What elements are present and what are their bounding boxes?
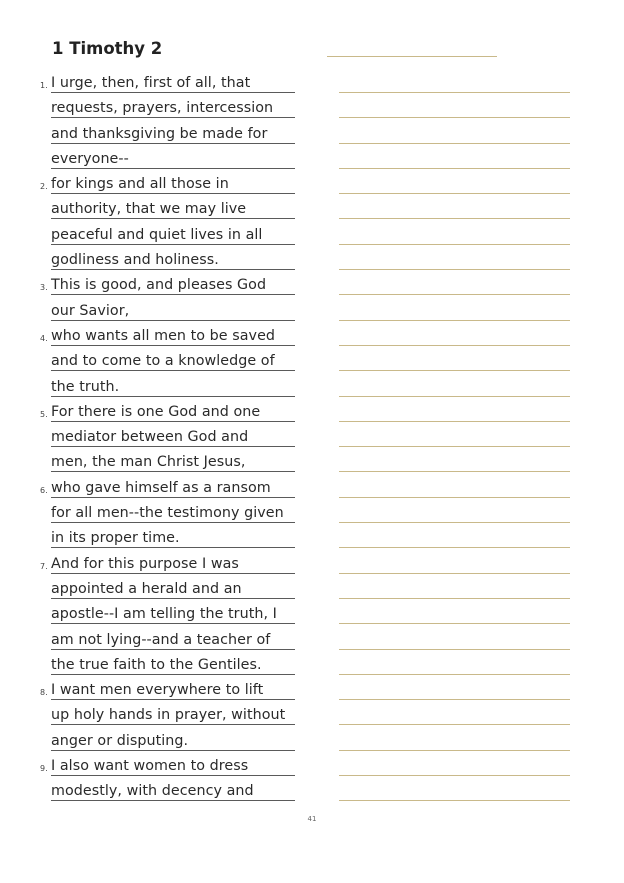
text-underline: [51, 421, 295, 422]
copy-writing-line: [339, 573, 570, 574]
text-underline: [51, 497, 295, 498]
text-underline: [51, 598, 295, 599]
verse-text: This is good, and pleases God: [51, 277, 267, 294]
text-underline: [51, 573, 295, 574]
copy-writing-line: [339, 294, 570, 295]
verse-text: I urge, then, first of all, that: [51, 75, 251, 91]
verse-line: [0, 173, 624, 198]
verse-text: men, the man Christ Jesus,: [51, 454, 246, 471]
copy-writing-line: [339, 471, 570, 472]
verse-line: [0, 72, 624, 97]
verse-line: [0, 198, 624, 223]
verse-line: [0, 224, 624, 249]
verse-line: [0, 401, 624, 426]
verse-line: [0, 679, 624, 704]
text-underline: [51, 699, 295, 700]
copy-writing-line: [339, 244, 570, 245]
copy-writing-line: [339, 800, 570, 801]
verse-number: 8.: [40, 688, 48, 698]
verse-line: [0, 148, 624, 173]
copy-writing-line: [339, 750, 570, 751]
verse-text: our Savior,: [51, 302, 130, 319]
copy-writing-line: [339, 117, 570, 118]
verse-text: who gave himself as a ransom: [51, 479, 271, 496]
verse-number: 1.: [40, 81, 48, 90]
title-writing-rule: [327, 56, 497, 57]
verse-line: [0, 704, 624, 729]
verse-line: [0, 274, 624, 299]
verse-text: godliness and holiness.: [51, 252, 219, 269]
verse-line: [0, 527, 624, 552]
verse-line: [0, 477, 624, 502]
verse-text: and thanksgiving be made for: [51, 125, 268, 142]
copy-writing-line: [339, 92, 570, 93]
text-underline: [51, 446, 295, 447]
text-underline: [51, 800, 295, 801]
verse-number: 4.: [40, 333, 48, 343]
text-underline: [51, 294, 295, 295]
verse-line: [0, 502, 624, 527]
verse-text: up holy hands in prayer, without: [51, 707, 286, 724]
verse-text: mediator between God and: [51, 429, 249, 446]
verse-lines: [0, 72, 624, 806]
verse-line: [0, 553, 624, 578]
text-underline: [51, 193, 295, 194]
text-underline: [51, 244, 295, 245]
verse-text: authority, that we may live: [51, 201, 247, 218]
verse-text: the truth.: [51, 378, 120, 395]
verse-text: everyone--: [51, 150, 129, 167]
verse-text: for kings and all those in: [51, 176, 229, 193]
verse-line: [0, 300, 624, 325]
verse-text: I want men everywhere to lift: [51, 682, 264, 699]
page-title: 1 Timothy 2: [52, 39, 163, 58]
copy-writing-line: [339, 674, 570, 675]
copy-writing-line: [339, 649, 570, 650]
copy-writing-line: [339, 193, 570, 194]
verse-text: the true faith to the Gentiles.: [51, 656, 262, 673]
verse-line: [0, 97, 624, 122]
verse-text: in its proper time.: [51, 530, 180, 547]
text-underline: [51, 218, 295, 219]
verse-text: And for this purpose I was: [51, 555, 239, 572]
verse-text: appointed a herald and an: [51, 580, 242, 597]
text-underline: [51, 92, 295, 93]
copy-writing-line: [339, 396, 570, 397]
verse-text: am not lying--and a teacher of: [51, 631, 271, 648]
verse-text: modestly, with decency and: [51, 783, 254, 800]
copy-writing-line: [339, 724, 570, 725]
copy-writing-line: [339, 345, 570, 346]
copy-writing-line: [339, 598, 570, 599]
verse-number: 6.: [40, 485, 48, 495]
text-underline: [51, 143, 295, 144]
text-underline: [51, 674, 295, 675]
verse-text: requests, prayers, intercession: [51, 100, 274, 117]
verse-line: [0, 350, 624, 375]
copy-writing-line: [339, 699, 570, 700]
text-underline: [51, 370, 295, 371]
copy-writing-line: [339, 547, 570, 548]
verse-line: [0, 426, 624, 451]
verse-line: [0, 376, 624, 401]
verse-text: I also want women to dress: [51, 758, 249, 775]
text-underline: [51, 320, 295, 321]
text-underline: [51, 547, 295, 548]
verse-line: [0, 325, 624, 350]
text-underline: [51, 649, 295, 650]
text-underline: [51, 522, 295, 523]
copy-writing-line: [339, 218, 570, 219]
verse-number: 3.: [40, 283, 48, 293]
copy-writing-line: [339, 522, 570, 523]
verse-line: [0, 123, 624, 148]
text-underline: [51, 168, 295, 169]
copy-writing-line: [339, 623, 570, 624]
copy-writing-line: [339, 446, 570, 447]
copy-writing-line: [339, 421, 570, 422]
copy-writing-line: [339, 168, 570, 169]
copy-writing-line: [339, 370, 570, 371]
verse-line: [0, 654, 624, 679]
verse-text: For there is one God and one: [51, 403, 261, 420]
verse-text: peaceful and quiet lives in all: [51, 226, 263, 243]
verse-text: for all men--the testimony given: [51, 505, 284, 522]
verse-number: 2.: [40, 182, 48, 192]
copy-writing-line: [339, 775, 570, 776]
verse-text: and to come to a knowledge of: [51, 353, 275, 370]
copy-writing-line: [339, 269, 570, 270]
verse-line: [0, 629, 624, 654]
copy-writing-line: [339, 497, 570, 498]
copy-writing-line: [339, 143, 570, 144]
verse-number: 7.: [40, 561, 48, 571]
text-underline: [51, 750, 295, 751]
text-underline: [51, 775, 295, 776]
verse-line: [0, 603, 624, 628]
verse-line: [0, 730, 624, 755]
verse-text: anger or disputing.: [51, 732, 189, 749]
verse-text: apostle--I am telling the truth, I: [51, 606, 277, 623]
text-underline: [51, 117, 295, 118]
verse-line: [0, 780, 624, 805]
text-underline: [51, 623, 295, 624]
verse-line: [0, 755, 624, 780]
copy-writing-line: [339, 320, 570, 321]
verse-number: 9.: [40, 764, 48, 774]
verse-line: [0, 451, 624, 476]
verse-number: 5.: [40, 409, 48, 419]
verse-text: who wants all men to be saved: [51, 327, 276, 344]
text-underline: [51, 724, 295, 725]
text-underline: [51, 345, 295, 346]
verse-line: [0, 249, 624, 274]
text-underline: [51, 471, 295, 472]
page-number: 41: [307, 815, 317, 823]
text-underline: [51, 269, 295, 270]
verse-line: [0, 578, 624, 603]
text-underline: [51, 396, 295, 397]
